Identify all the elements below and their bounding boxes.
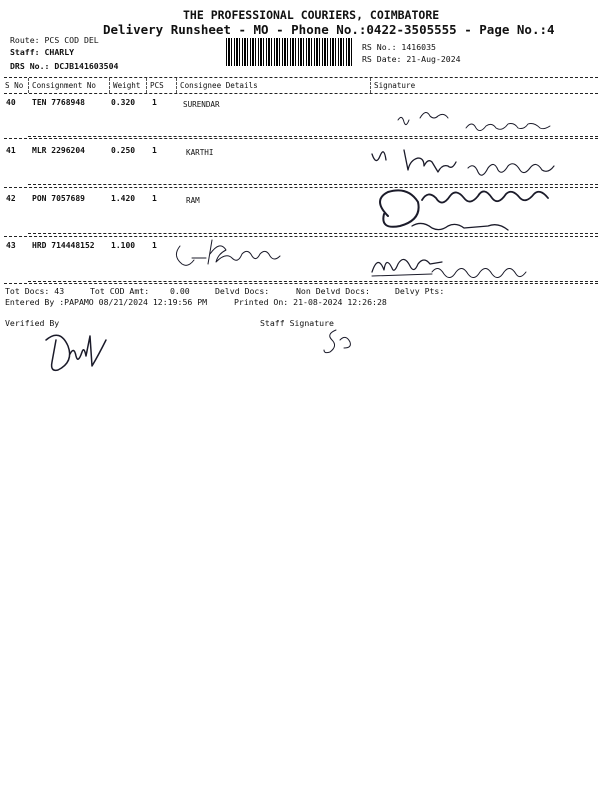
col-divider [146, 78, 147, 93]
staff-label: Staff: CHARLY [10, 47, 75, 57]
table-header-rule [4, 93, 598, 94]
entered-by: Entered By :PAPAMO 08/21/2024 12:19:56 PM [5, 297, 208, 307]
staff-signature-label: Staff Signature [260, 318, 334, 328]
col-header-pcs: PCS [150, 81, 164, 90]
row-weight: 1.100 [111, 241, 136, 250]
staff-signature-mark [320, 326, 360, 356]
col-header-signature: Signature [374, 81, 416, 90]
rs-number: RS No.: 1416035 [362, 42, 436, 52]
signature-row-41 [368, 148, 588, 184]
row-sno: 41 [6, 146, 16, 155]
company-title: THE PROFESSIONAL COURIERS, COIMBATORE [183, 8, 440, 22]
rs-date: RS Date: 21-Aug-2024 [362, 54, 461, 64]
row-rule [28, 184, 598, 185]
signature-row-43 [370, 252, 570, 284]
row-consignee: KARTHI [186, 148, 214, 157]
row-consignee: SURENDAR [183, 100, 220, 109]
tot-docs: Tot Docs: 43 [5, 286, 65, 296]
printed-on: Printed On: 21-08-2024 12:26:28 [234, 297, 387, 307]
verified-by-signature [36, 326, 126, 376]
barcode-image [226, 38, 354, 66]
signature-row-40 [380, 104, 580, 140]
tot-cod-value: 0.00 [170, 286, 190, 296]
table-top-rule [4, 77, 598, 78]
col-divider [109, 78, 110, 93]
row-consignment: TEN 7768948 [32, 98, 85, 107]
row-sno: 40 [6, 98, 16, 107]
row-weight: 1.420 [111, 194, 136, 203]
row-pcs: 1 [152, 98, 157, 107]
delvd-docs: Delvd Docs: [215, 286, 270, 296]
row-pcs: 1 [152, 194, 157, 203]
row-sno: 43 [6, 241, 16, 250]
col-header-weight: Weight [113, 81, 141, 90]
row-weight: 0.250 [111, 146, 136, 155]
signature-row-42 [368, 186, 598, 234]
non-delvd-docs: Non Delvd Docs: [296, 286, 370, 296]
signature-row-43-consignee [170, 236, 300, 274]
col-header-consignee: Consignee Details [180, 81, 258, 90]
row-sno: 42 [6, 194, 16, 203]
row-rule [4, 236, 598, 237]
route-label: Route: PCS COD DEL [10, 35, 99, 45]
row-consignment: PON 7057689 [32, 194, 85, 203]
row-weight: 0.320 [111, 98, 136, 107]
drs-number: DRS No.: DCJB141603504 [10, 61, 119, 71]
col-header-consignment: Consignment No [32, 81, 97, 90]
runsheet-subtitle: Delivery Runsheet - MO - Phone No.:0422-3505555 - Page No.:4 [103, 22, 555, 37]
col-divider [176, 78, 177, 93]
row-consignment: HRD 714448152 [32, 241, 95, 250]
col-divider [28, 78, 29, 93]
row-pcs: 1 [152, 146, 157, 155]
verified-by-label: Verified By [5, 318, 60, 328]
col-header-sno: S No [5, 81, 24, 90]
row-consignee: RAM [186, 196, 200, 205]
tot-cod-label: Tot COD Amt: [90, 286, 150, 296]
row-consignment: MLR 2296204 [32, 146, 85, 155]
delvy-pts: Delvy Pts: [395, 286, 445, 296]
row-pcs: 1 [152, 241, 157, 250]
col-divider [370, 78, 371, 93]
